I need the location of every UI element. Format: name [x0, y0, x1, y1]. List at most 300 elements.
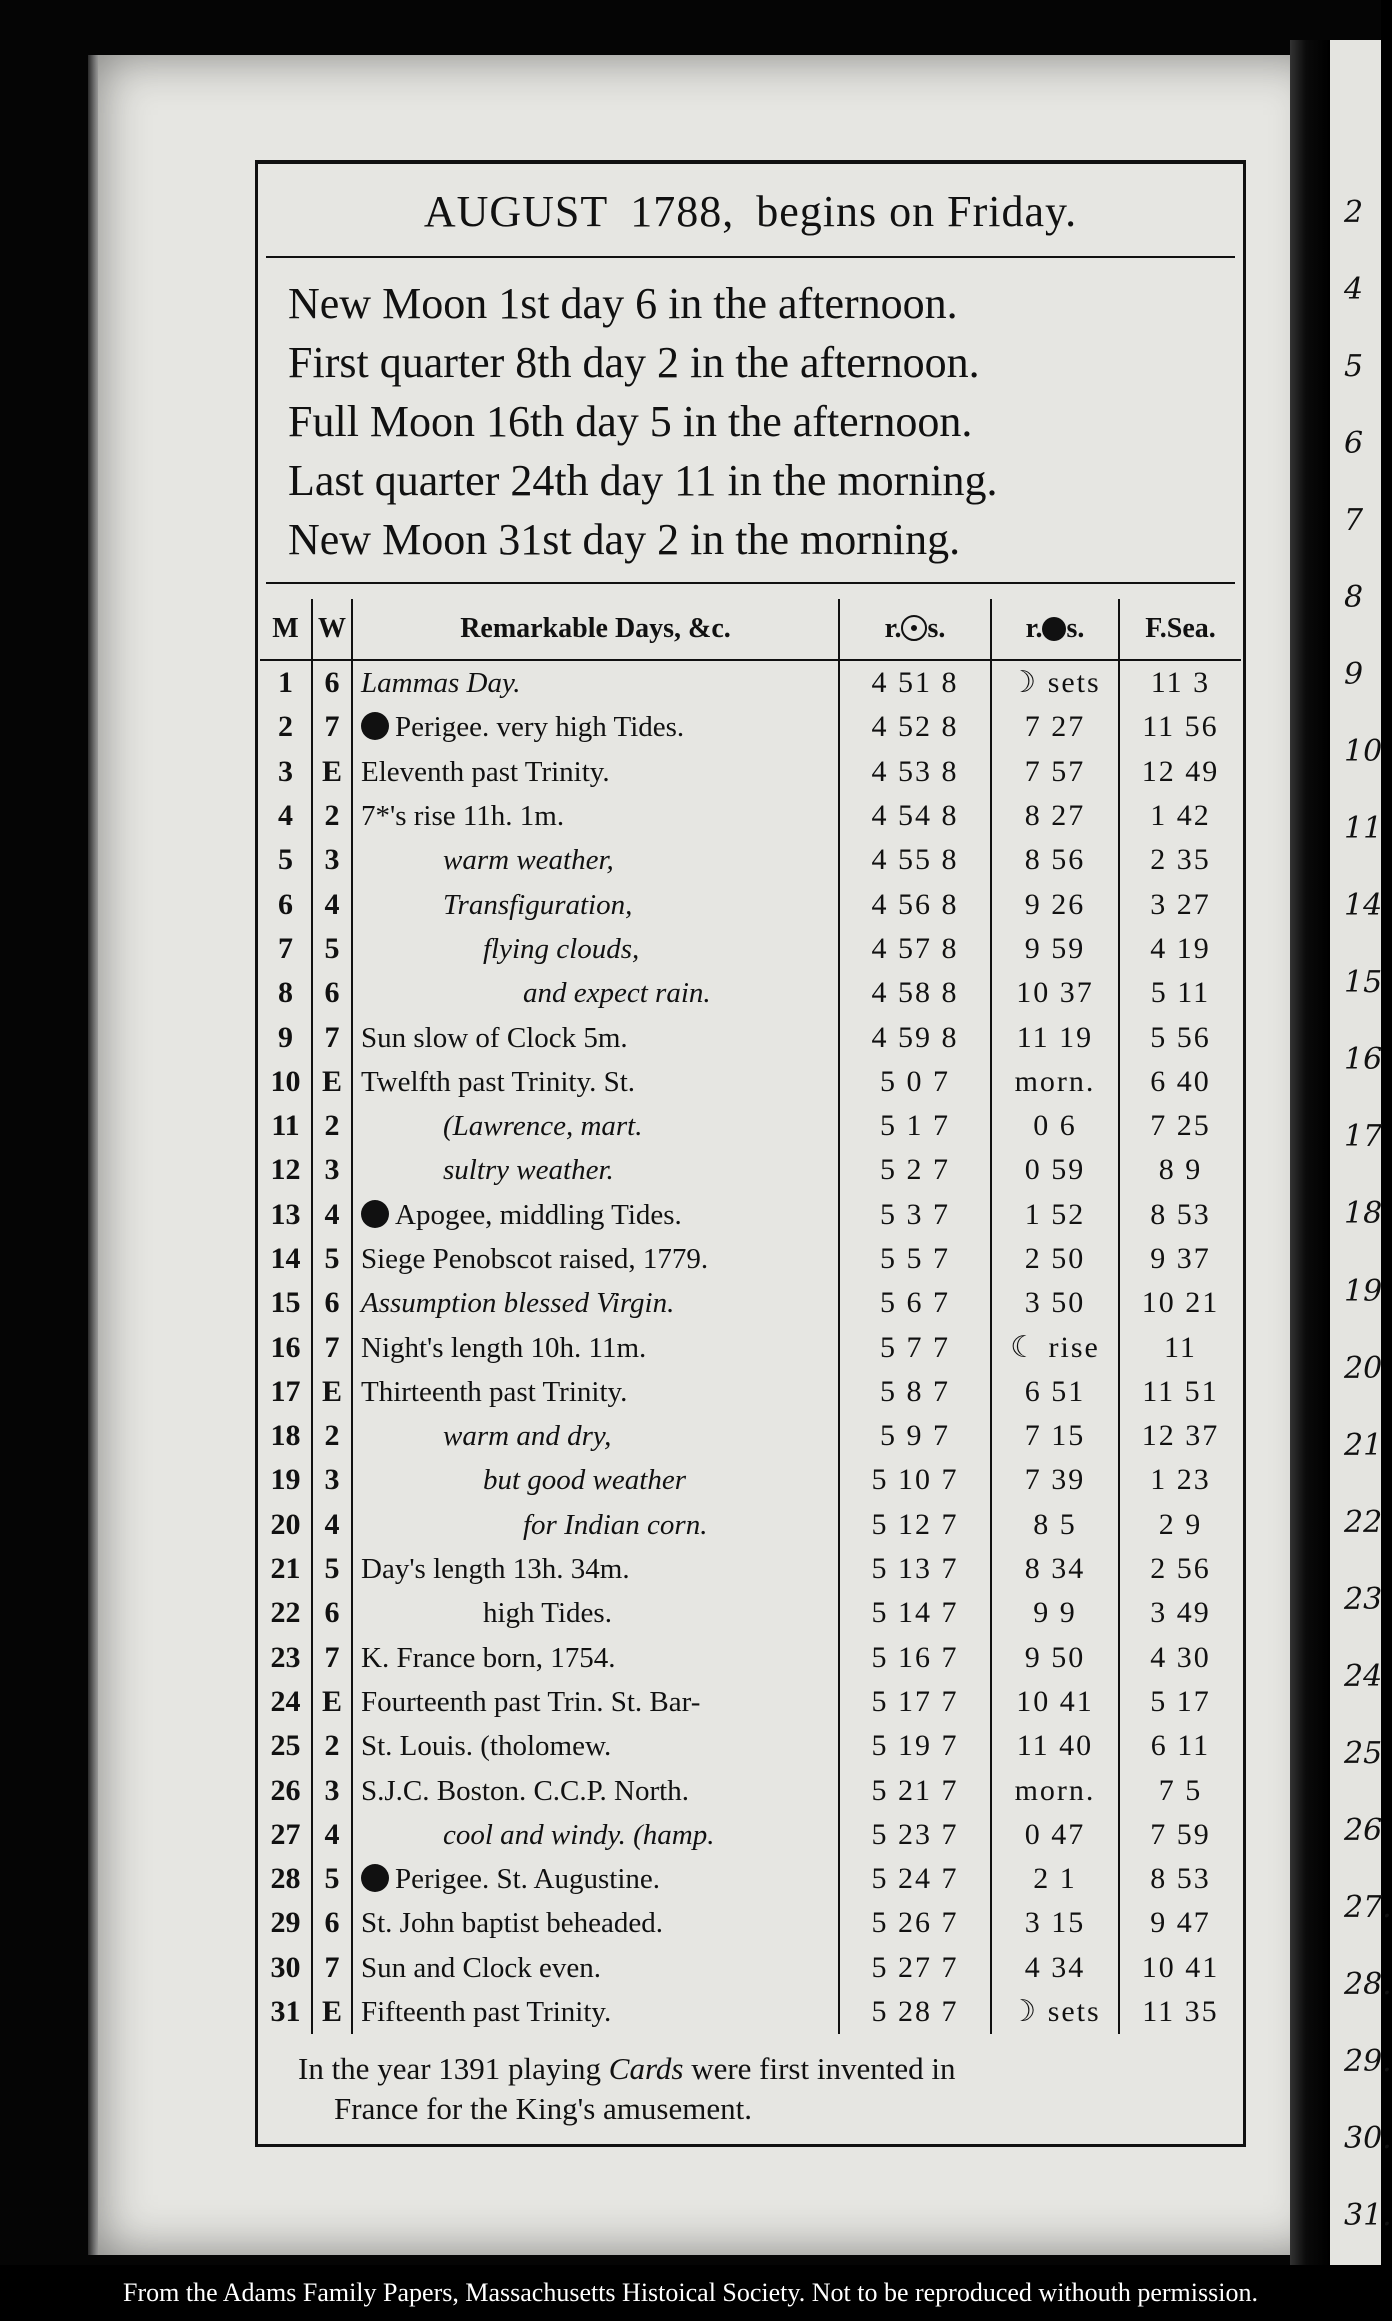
table-row — [260, 1104, 1241, 1148]
remarkable-day-cell — [352, 1414, 839, 1458]
week-day-cell: 6 — [312, 1591, 352, 1635]
moon-rise-set-cell: 8 5 — [991, 1503, 1119, 1547]
table-row — [260, 1768, 1241, 1812]
calendar-table — [260, 599, 1241, 2034]
moon-symbol-icon — [361, 1864, 389, 1892]
month-day-cell: 15 — [270, 1286, 301, 1320]
full-sea-cell: 3 27 — [1119, 882, 1241, 926]
moon-rise-set-cell: 10 37 — [991, 971, 1119, 1015]
month-day-cell: 12 — [270, 1153, 301, 1187]
table-row — [260, 971, 1241, 1015]
sun-rise-set-cell: 4 51 8 — [839, 660, 991, 705]
full-sea-cell: 2 9 — [1119, 1503, 1241, 1547]
full-sea-cell: 9 37 — [1119, 1237, 1241, 1281]
table-row — [260, 1503, 1241, 1547]
moon-header-prefix: r. — [1025, 613, 1043, 644]
week-day-cell: 2 — [312, 1724, 352, 1768]
month-day-cell: 1 — [278, 666, 293, 700]
remarkable-day-cell — [352, 1015, 839, 1059]
full-sea-cell: 8 53 — [1119, 1857, 1241, 1901]
month-day-cell: 3 — [278, 754, 293, 788]
sun-rise-set-cell: 5 14 7 — [839, 1591, 991, 1635]
margin-note: 27. — [1344, 1889, 1392, 1925]
remarkable-day-cell — [352, 927, 839, 971]
remarkable-day-text: for Indian corn. — [523, 1508, 708, 1541]
full-sea-cell: 6 40 — [1119, 1060, 1241, 1104]
full-sea-cell: 10 21 — [1119, 1281, 1241, 1325]
month-day-cell: 21 — [270, 1552, 301, 1586]
remarkable-day-text: Assumption blessed Virgin. — [361, 1287, 675, 1320]
full-sea-cell: 12 49 — [1119, 750, 1241, 794]
sun-rise-set-cell: 5 3 7 — [839, 1193, 991, 1237]
sun-rise-set-cell: 5 2 7 — [839, 1148, 991, 1192]
full-sea-cell: 6 11 — [1119, 1724, 1241, 1768]
table-row — [260, 1813, 1241, 1857]
remarkable-day-text: Eleventh past Trinity. — [361, 755, 610, 788]
week-day-cell: 6 — [312, 660, 352, 705]
month-day-cell: 13 — [270, 1197, 301, 1231]
month-day-cell: 7 — [278, 931, 293, 965]
month-day-cell: 4 — [278, 799, 293, 833]
table-row — [260, 1015, 1241, 1059]
sun-rise-set-cell: 5 7 7 — [839, 1325, 991, 1369]
moon-rise-set-cell: 7 27 — [991, 705, 1119, 749]
week-day-cell: 6 — [312, 1281, 352, 1325]
remarkable-day-text: K. France born, 1754. — [361, 1641, 616, 1674]
sun-rise-set-cell: 4 58 8 — [839, 971, 991, 1015]
moon-rise-set-cell: 8 27 — [991, 794, 1119, 838]
full-sea-cell: 12 37 — [1119, 1414, 1241, 1458]
margin-note: 20 — [1344, 1350, 1383, 1386]
margin-note: 2 — [1344, 195, 1364, 230]
week-day-cell: 7 — [312, 1325, 352, 1369]
week-day-cell: 5 — [312, 1547, 352, 1591]
table-row — [260, 1901, 1241, 1945]
remarkable-day-text: sultry weather. — [443, 1154, 614, 1187]
remarkable-day-cell — [352, 1990, 839, 2034]
footnote-line-1 — [298, 2049, 1218, 2089]
month-day-cell: 16 — [270, 1330, 301, 1364]
remarkable-day-cell — [352, 1724, 839, 1768]
sun-rise-set-cell: 5 0 7 — [839, 1060, 991, 1104]
margin-note: 29. — [1344, 2043, 1392, 2079]
margin-note: 19 — [1344, 1273, 1383, 1309]
table-row — [260, 1857, 1241, 1901]
remarkable-day-text: warm weather, — [443, 844, 614, 877]
sun-rise-set-cell: 5 6 7 — [839, 1281, 991, 1325]
moon-symbol-icon — [361, 1200, 389, 1228]
sun-rise-set-cell: 5 10 7 — [839, 1458, 991, 1502]
table-row — [260, 1636, 1241, 1680]
remarkable-day-text: Night's length 10h. 11m. — [361, 1331, 647, 1364]
full-sea-cell: 7 5 — [1119, 1768, 1241, 1812]
margin-note: 6 — [1344, 426, 1364, 462]
remarkable-day-cell — [352, 1503, 839, 1547]
month-day-cell: 20 — [270, 1507, 301, 1541]
moon-rise-set-cell: ☽ sets — [991, 1990, 1119, 2034]
full-sea-cell: 3 49 — [1119, 1591, 1241, 1635]
margin-note: 26 — [1344, 1812, 1383, 1848]
moon-rise-set-cell: 2 50 — [991, 1237, 1119, 1281]
remarkable-day-cell — [352, 882, 839, 926]
month-day-cell: 23 — [270, 1640, 301, 1674]
table-row — [260, 1237, 1241, 1281]
header-moon-rise-set — [991, 599, 1119, 660]
remarkable-day-cell — [352, 1680, 839, 1724]
sun-rise-set-cell: 4 59 8 — [839, 1015, 991, 1059]
moon-rise-set-cell: 11 19 — [991, 1015, 1119, 1059]
margin-note: 18 — [1344, 1196, 1383, 1232]
remarkable-day-cell — [352, 1768, 839, 1812]
footnote-line-2: France for the King's amusement. — [334, 2091, 752, 2126]
moon-rise-set-cell: 7 57 — [991, 750, 1119, 794]
header-sun-rise-set — [839, 599, 991, 660]
moon-phase-line: New Moon 1st day 6 in the afternoon. — [288, 279, 958, 328]
moon-rise-set-cell: 7 39 — [991, 1458, 1119, 1502]
month-day-cell: 22 — [270, 1596, 301, 1630]
remarkable-day-cell — [352, 1547, 839, 1591]
remarkable-day-text: S.J.C. Boston. C.C.P. North. — [361, 1774, 689, 1807]
remarkable-day-cell — [352, 1857, 839, 1901]
month-day-cell: 30 — [270, 1950, 301, 1984]
table-row — [260, 1281, 1241, 1325]
table-row — [260, 1370, 1241, 1414]
moon-rise-set-cell: 11 40 — [991, 1724, 1119, 1768]
week-day-cell: 7 — [312, 1636, 352, 1680]
moon-rise-set-cell: 9 26 — [991, 882, 1119, 926]
table-row — [260, 1193, 1241, 1237]
remarkable-day-cell — [352, 1237, 839, 1281]
sun-rise-set-cell: 4 54 8 — [839, 794, 991, 838]
week-day-cell: 7 — [312, 705, 352, 749]
table-row — [260, 1680, 1241, 1724]
remarkable-day-text: cool and windy. (hamp. — [443, 1818, 715, 1851]
footnote-text: were first invented in — [691, 2051, 956, 2086]
week-day-cell: 4 — [312, 882, 352, 926]
table-row — [260, 1724, 1241, 1768]
moon-icon — [1042, 617, 1066, 641]
month-day-cell: 5 — [278, 843, 293, 877]
full-sea-cell: 11 56 — [1119, 705, 1241, 749]
margin-note: 23 — [1344, 1581, 1383, 1617]
moon-phase-line: First quarter 8th day 2 in the afternoon. — [288, 338, 980, 387]
moon-rise-set-cell: morn. — [991, 1768, 1119, 1812]
remarkable-day-text: and expect rain. — [523, 977, 711, 1010]
moon-rise-set-cell: 4 34 — [991, 1946, 1119, 1990]
margin-note: 8 — [1344, 580, 1364, 616]
week-day-cell: 3 — [312, 1458, 352, 1502]
month-day-cell: 24 — [270, 1684, 301, 1718]
week-day-cell: E — [312, 1370, 352, 1414]
sun-rise-set-cell: 5 26 7 — [839, 1901, 991, 1945]
full-sea-cell: 2 35 — [1119, 838, 1241, 882]
full-sea-cell: 4 30 — [1119, 1636, 1241, 1680]
margin-note: 24 — [1344, 1658, 1383, 1694]
margin-note: 25 — [1344, 1735, 1383, 1771]
phases-rule — [266, 582, 1235, 584]
moon-rise-set-cell: 3 50 — [991, 1281, 1119, 1325]
full-sea-cell: 11 3 — [1119, 660, 1241, 705]
week-day-cell: 3 — [312, 838, 352, 882]
table-row — [260, 705, 1241, 749]
moon-rise-set-cell: 6 51 — [991, 1370, 1119, 1414]
week-day-cell: 3 — [312, 1148, 352, 1192]
remarkable-day-cell — [352, 971, 839, 1015]
moon-rise-set-cell: 7 15 — [991, 1414, 1119, 1458]
sun-rise-set-cell: 4 52 8 — [839, 705, 991, 749]
margin-note: 31. — [1344, 2197, 1392, 2233]
remarkable-day-cell — [352, 660, 839, 705]
remarkable-day-text: Transfiguration, — [443, 888, 633, 921]
moon-symbol-icon — [361, 712, 389, 740]
footnote-emphasis: Cards — [608, 2051, 684, 2086]
margin-note: 7 — [1344, 503, 1364, 539]
sun-rise-set-cell: 5 24 7 — [839, 1857, 991, 1901]
remarkable-day-cell — [352, 750, 839, 794]
moon-rise-set-cell: ☾ rise — [991, 1325, 1119, 1369]
remarkable-day-text: St. Louis. (tholomew. — [361, 1730, 612, 1763]
footnote — [298, 2049, 1218, 2129]
week-day-cell: 3 — [312, 1768, 352, 1812]
remarkable-day-cell — [352, 1193, 839, 1237]
sun-rise-set-cell: 5 13 7 — [839, 1547, 991, 1591]
week-day-cell: 4 — [312, 1813, 352, 1857]
moon-header-suffix: s. — [1066, 613, 1085, 644]
week-day-cell: 6 — [312, 971, 352, 1015]
book-gutter — [1290, 40, 1330, 2270]
month-day-cell: 6 — [278, 887, 293, 921]
week-day-cell: E — [312, 1990, 352, 2034]
moon-rise-set-cell: morn. — [991, 1060, 1119, 1104]
remarkable-day-text: Lammas Day. — [361, 667, 521, 700]
full-sea-cell: 10 41 — [1119, 1946, 1241, 1990]
table-row — [260, 882, 1241, 926]
margin-note: 11 — [1344, 811, 1383, 847]
full-sea-cell: 8 9 — [1119, 1148, 1241, 1192]
moon-rise-set-cell: 0 6 — [991, 1104, 1119, 1148]
full-sea-cell: 7 25 — [1119, 1104, 1241, 1148]
sun-header-prefix: r. — [884, 613, 902, 644]
remarkable-day-text: warm and dry, — [443, 1420, 612, 1453]
month-day-cell: 19 — [270, 1463, 301, 1497]
week-day-cell: 2 — [312, 1414, 352, 1458]
margin-note: 15 — [1344, 965, 1383, 1001]
full-sea-cell: 2 56 — [1119, 1547, 1241, 1591]
remarkable-day-text: Perigee. St. Augustine. — [395, 1863, 661, 1896]
week-day-cell: 4 — [312, 1193, 352, 1237]
week-day-cell: 5 — [312, 1237, 352, 1281]
table-row — [260, 1325, 1241, 1369]
week-day-cell: 5 — [312, 927, 352, 971]
sun-rise-set-cell: 5 21 7 — [839, 1768, 991, 1812]
full-sea-cell: 5 56 — [1119, 1015, 1241, 1059]
remarkable-day-text: Siege Penobscot raised, 1779. — [361, 1243, 709, 1275]
sun-rise-set-cell: 5 19 7 — [839, 1724, 991, 1768]
remarkable-day-cell — [352, 1148, 839, 1192]
week-day-cell: 2 — [312, 794, 352, 838]
remarkable-day-text: Thirteenth past Trinity. — [361, 1375, 628, 1408]
full-sea-cell: 4 19 — [1119, 927, 1241, 971]
moon-rise-set-cell: 3 15 — [991, 1901, 1119, 1945]
moon-rise-set-cell: 0 59 — [991, 1148, 1119, 1192]
full-sea-cell: 1 23 — [1119, 1458, 1241, 1502]
sun-rise-set-cell: 4 53 8 — [839, 750, 991, 794]
table-row — [260, 1990, 1241, 2034]
remarkable-day-cell — [352, 1458, 839, 1502]
table-row — [260, 1547, 1241, 1591]
week-day-cell: 4 — [312, 1503, 352, 1547]
remarkable-day-text: Apogee, middling Tides. — [395, 1198, 682, 1231]
sun-icon — [901, 615, 927, 641]
sun-rise-set-cell: 4 57 8 — [839, 927, 991, 971]
moon-rise-set-cell: 9 9 — [991, 1591, 1119, 1635]
week-day-cell: 7 — [312, 1015, 352, 1059]
moon-rise-set-cell: 2 1 — [991, 1857, 1119, 1901]
header-month-day: M — [260, 599, 312, 660]
month-day-cell: 10 — [270, 1064, 301, 1098]
remarkable-day-text: 7*'s rise 11h. 1m. — [361, 800, 565, 833]
month-day-cell: 9 — [278, 1020, 293, 1054]
remarkable-day-text: (Lawrence, mart. — [443, 1110, 643, 1143]
remarkable-day-cell — [352, 1636, 839, 1680]
month-begins: begins on Friday. — [756, 187, 1078, 236]
sun-rise-set-cell: 5 8 7 — [839, 1370, 991, 1414]
moon-rise-set-cell: 8 34 — [991, 1547, 1119, 1591]
credit-line: From the Adams Family Papers, Massachusetts Histoical Society. Not to be reproduced withouth permission. — [0, 2265, 1381, 2321]
moon-rise-set-cell: ☽ sets — [991, 660, 1119, 705]
header-week-day: W — [312, 599, 352, 660]
month-day-cell: 17 — [270, 1374, 301, 1408]
month-title — [258, 186, 1243, 237]
full-sea-cell: 11 — [1119, 1325, 1241, 1369]
margin-note: 30. — [1344, 2120, 1392, 2156]
remarkable-day-cell — [352, 838, 839, 882]
week-day-cell: 2 — [312, 1104, 352, 1148]
sun-rise-set-cell: 5 1 7 — [839, 1104, 991, 1148]
month-day-cell: 8 — [278, 976, 293, 1010]
table-row — [260, 750, 1241, 794]
remarkable-day-cell — [352, 705, 839, 749]
footnote-text: In the year 1391 playing — [298, 2051, 602, 2086]
remarkable-day-text: Day's length 13h. 34m. — [361, 1553, 630, 1586]
table-header-row — [260, 599, 1241, 660]
sun-rise-set-cell: 5 16 7 — [839, 1636, 991, 1680]
sun-rise-set-cell: 5 27 7 — [839, 1946, 991, 1990]
week-day-cell: E — [312, 1060, 352, 1104]
margin-note: 9 — [1344, 657, 1364, 693]
moon-rise-set-cell: 1 52 — [991, 1193, 1119, 1237]
sun-rise-set-cell: 5 9 7 — [839, 1414, 991, 1458]
margin-note: 5 — [1344, 349, 1364, 385]
remarkable-day-cell — [352, 1901, 839, 1945]
week-day-cell: 7 — [312, 1946, 352, 1990]
moon-rise-set-cell: 8 56 — [991, 838, 1119, 882]
remarkable-day-cell — [352, 1104, 839, 1148]
moon-phase-line: New Moon 31st day 2 in the morning. — [288, 515, 961, 564]
title-rule — [266, 256, 1235, 258]
margin-note: 21 — [1344, 1427, 1383, 1463]
margin-note: 4 — [1344, 272, 1364, 308]
sun-rise-set-cell: 5 17 7 — [839, 1680, 991, 1724]
month-day-cell: 25 — [270, 1729, 301, 1763]
remarkable-day-cell — [352, 1591, 839, 1635]
month-day-cell: 18 — [270, 1419, 301, 1453]
margin-note: 28. — [1344, 1966, 1392, 2002]
full-sea-cell: 11 51 — [1119, 1370, 1241, 1414]
week-day-cell: E — [312, 1680, 352, 1724]
moon-phase-line: Last quarter 24th day 11 in the morning. — [288, 456, 998, 505]
remarkable-day-cell — [352, 1281, 839, 1325]
remarkable-day-text: flying clouds, — [483, 932, 640, 965]
full-sea-cell: 1 42 — [1119, 794, 1241, 838]
remarkable-day-text: Fifteenth past Trinity. — [361, 1996, 612, 2029]
margin-note: 16 — [1344, 1042, 1383, 1078]
table-row — [260, 660, 1241, 705]
remarkable-day-text: Sun slow of Clock 5m. — [361, 1021, 628, 1054]
week-day-cell: 6 — [312, 1901, 352, 1945]
margin-note: 14 — [1344, 888, 1383, 924]
calendar-body — [260, 660, 1241, 2034]
remarkable-day-cell — [352, 1370, 839, 1414]
full-sea-cell: 5 11 — [1119, 971, 1241, 1015]
moon-rise-set-cell: 9 50 — [991, 1636, 1119, 1680]
month-day-cell: 26 — [270, 1773, 301, 1807]
month-day-cell: 29 — [270, 1906, 301, 1940]
table-row — [260, 927, 1241, 971]
moon-rise-set-cell: 10 41 — [991, 1680, 1119, 1724]
header-remarkable-days: Remarkable Days, &c. — [352, 599, 839, 660]
margin-note: 17 — [1344, 1119, 1383, 1155]
month-day-cell: 11 — [271, 1109, 300, 1143]
month-day-cell: 31 — [270, 1995, 301, 2029]
remarkable-day-cell — [352, 1813, 839, 1857]
table-row — [260, 1591, 1241, 1635]
sun-rise-set-cell: 4 56 8 — [839, 882, 991, 926]
month-day-cell: 2 — [278, 710, 293, 744]
moon-phases — [288, 274, 1228, 569]
month-name: AUGUST — [423, 187, 609, 236]
table-row — [260, 794, 1241, 838]
margin-note: 10 — [1344, 734, 1383, 770]
sun-rise-set-cell: 4 55 8 — [839, 838, 991, 882]
sun-rise-set-cell: 5 12 7 — [839, 1503, 991, 1547]
month-day-cell: 27 — [270, 1817, 301, 1851]
remarkable-day-text: Sun and Clock even. — [361, 1951, 602, 1984]
remarkable-day-text: but good weather — [483, 1464, 686, 1497]
sun-header-suffix: s. — [927, 613, 946, 644]
moon-rise-set-cell: 0 47 — [991, 1813, 1119, 1857]
moon-phase-line: Full Moon 16th day 5 in the afternoon. — [288, 397, 973, 446]
table-row — [260, 838, 1241, 882]
remarkable-day-cell — [352, 1060, 839, 1104]
remarkable-day-text: Twelfth past Trinity. St. — [361, 1065, 636, 1098]
month-year: 1788, — [630, 187, 735, 236]
full-sea-cell: 7 59 — [1119, 1813, 1241, 1857]
table-row — [260, 1458, 1241, 1502]
sun-rise-set-cell: 5 28 7 — [839, 1990, 991, 2034]
table-row — [260, 1946, 1241, 1990]
remarkable-day-text: Fourteenth past Trin. St. Bar- — [361, 1685, 701, 1718]
table-row — [260, 1148, 1241, 1192]
full-sea-cell: 5 17 — [1119, 1680, 1241, 1724]
week-day-cell: 5 — [312, 1857, 352, 1901]
table-row — [260, 1414, 1241, 1458]
week-day-cell: E — [312, 750, 352, 794]
remarkable-day-text: Perigee. very high Tides. — [395, 711, 685, 744]
sun-rise-set-cell: 5 23 7 — [839, 1813, 991, 1857]
remarkable-day-cell — [352, 1325, 839, 1369]
remarkable-day-text: high Tides. — [483, 1597, 612, 1630]
